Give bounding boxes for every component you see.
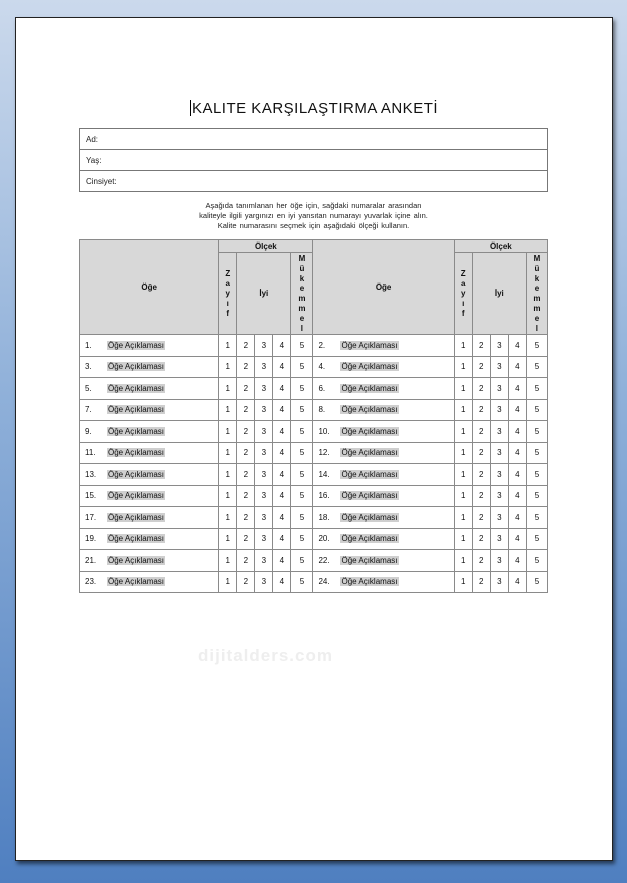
- rating-right-4[interactable]: 4: [508, 421, 526, 443]
- rating-right-4[interactable]: 4: [508, 507, 526, 529]
- table-row: [80, 528, 548, 550]
- rating-right-3[interactable]: 3: [490, 485, 508, 507]
- rating-left-5[interactable]: 5: [291, 442, 313, 464]
- item-cell-left: [80, 399, 219, 421]
- rating-left-5[interactable]: 5: [291, 507, 313, 529]
- rating-left-2[interactable]: 2: [237, 399, 255, 421]
- rating-left-2[interactable]: 2: [237, 550, 255, 572]
- rating-right-2[interactable]: 2: [472, 356, 490, 378]
- rating-right-4[interactable]: 4: [508, 550, 526, 572]
- rating-left-2[interactable]: 2: [237, 378, 255, 400]
- item-number: 11.: [85, 448, 96, 458]
- rating-left-3[interactable]: 3: [255, 571, 273, 593]
- rating-left-3[interactable]: 3: [255, 507, 273, 529]
- rating-right-4[interactable]: 4: [508, 528, 526, 550]
- item-cell-left: [80, 464, 219, 486]
- rating-left-2[interactable]: 2: [237, 335, 255, 357]
- rating-left-1[interactable]: 1: [219, 378, 237, 400]
- table-row: [80, 485, 548, 507]
- rating-right-1[interactable]: 1: [454, 378, 472, 400]
- item-description[interactable]: Öğe Açıklaması: [108, 362, 165, 372]
- item-description[interactable]: Öğe Açıklaması: [108, 534, 165, 544]
- item-number: 10.: [318, 426, 330, 436]
- rating-left-4[interactable]: 4: [273, 399, 291, 421]
- table-row: [80, 464, 548, 486]
- rating-right-3[interactable]: 3: [490, 528, 508, 550]
- rating-left-1[interactable]: 1: [219, 507, 237, 529]
- rating-right-5[interactable]: 5: [526, 421, 547, 443]
- table-row: [80, 399, 548, 421]
- item-number: 8.: [318, 405, 326, 415]
- item-cell-left: [80, 507, 219, 529]
- name-field[interactable]: Ad:: [80, 129, 548, 150]
- item-cell-left: [80, 335, 219, 357]
- item-description[interactable]: Öğe Açıklaması: [108, 448, 165, 458]
- instruction-line: Kalite numarasını seçmek için aşağıdaki ölçeği kullanın.: [217, 221, 410, 230]
- rating-left-1[interactable]: 1: [219, 528, 237, 550]
- rating-right-3[interactable]: 3: [490, 442, 508, 464]
- rating-right-5[interactable]: 5: [526, 571, 547, 593]
- rating-right-2[interactable]: 2: [472, 528, 490, 550]
- item-cell-right: [313, 378, 454, 400]
- item-cell-right: [313, 507, 454, 529]
- rating-right-2[interactable]: 2: [472, 571, 490, 593]
- item-description[interactable]: Öğe Açıklaması: [341, 491, 398, 501]
- item-number: 23.: [85, 577, 97, 587]
- excellent-header-left: [291, 253, 313, 335]
- item-description[interactable]: Öğe Açıklaması: [341, 448, 398, 458]
- rating-left-5[interactable]: 5: [291, 528, 313, 550]
- rating-left-2[interactable]: 2: [237, 507, 255, 529]
- gender-field[interactable]: Cinsiyet:: [80, 171, 548, 192]
- item-description[interactable]: Öğe Açıklaması: [108, 577, 165, 587]
- rating-right-3[interactable]: 3: [490, 571, 508, 593]
- table-row: [80, 571, 548, 593]
- age-field[interactable]: Yaş:: [80, 150, 548, 171]
- rating-left-5[interactable]: 5: [291, 550, 313, 572]
- rating-left-4[interactable]: 4: [273, 356, 291, 378]
- item-cell-left: [80, 356, 219, 378]
- rating-left-5[interactable]: 5: [291, 421, 313, 443]
- watermark: dijitalders.com: [198, 646, 333, 665]
- item-cell-right: [313, 442, 454, 464]
- item-description[interactable]: Öğe Açıklaması: [341, 362, 398, 372]
- rating-left-2[interactable]: 2: [237, 485, 255, 507]
- rating-left-3[interactable]: 3: [255, 335, 273, 357]
- item-cell-right: [313, 335, 454, 357]
- item-description[interactable]: Öğe Açıklaması: [341, 426, 398, 436]
- rating-left-1[interactable]: 1: [219, 550, 237, 572]
- item-cell-right: [313, 528, 454, 550]
- rating-left-5[interactable]: 5: [291, 335, 313, 357]
- weak-header-left: [219, 253, 237, 335]
- rating-right-1[interactable]: 1: [454, 335, 472, 357]
- instruction-line: kaliteyle ilgili yargınızı en iyi yansıtan numarayı yuvarlak içine alın.: [199, 211, 428, 220]
- rating-right-3[interactable]: 3: [490, 464, 508, 486]
- rating-left-3[interactable]: 3: [255, 356, 273, 378]
- item-cell-left: [80, 571, 219, 593]
- rating-left-1[interactable]: 1: [219, 399, 237, 421]
- item-cell-left: [80, 378, 219, 400]
- rating-right-1[interactable]: 1: [454, 399, 472, 421]
- good-header-left: İyi: [237, 253, 291, 335]
- item-cell-right: [313, 399, 454, 421]
- rating-left-5[interactable]: 5: [291, 464, 313, 486]
- rating-left-4[interactable]: 4: [273, 378, 291, 400]
- item-description[interactable]: Öğe Açıklaması: [108, 426, 165, 436]
- rating-right-5[interactable]: 5: [526, 507, 547, 529]
- item-description[interactable]: Öğe Açıklaması: [108, 383, 165, 393]
- rating-right-2[interactable]: 2: [472, 485, 490, 507]
- item-description[interactable]: Öğe Açıklaması: [341, 512, 398, 522]
- rating-right-4[interactable]: 4: [508, 399, 526, 421]
- rating-left-1[interactable]: 1: [219, 421, 237, 443]
- item-number: 14.: [318, 469, 330, 479]
- rating-right-3[interactable]: 3: [490, 356, 508, 378]
- item-number: 18.: [318, 512, 330, 522]
- item-number: 21.: [85, 555, 97, 565]
- item-cell-left: [80, 550, 219, 572]
- item-cell-left: [80, 485, 219, 507]
- instructions: [79, 201, 548, 231]
- table-row: [80, 378, 548, 400]
- text-cursor: [190, 100, 191, 116]
- item-number: 3.: [85, 362, 92, 372]
- rating-right-1[interactable]: 1: [454, 507, 472, 529]
- rating-left-3[interactable]: 3: [255, 378, 273, 400]
- rating-right-4[interactable]: 4: [508, 464, 526, 486]
- item-cell-left: [80, 442, 219, 464]
- rating-left-5[interactable]: 5: [291, 378, 313, 400]
- item-description[interactable]: Öğe Açıklaması: [341, 469, 398, 479]
- rating-right-2[interactable]: 2: [472, 507, 490, 529]
- rating-left-1[interactable]: 1: [219, 464, 237, 486]
- rating-right-4[interactable]: 4: [508, 356, 526, 378]
- rating-right-2[interactable]: 2: [472, 550, 490, 572]
- rating-right-1[interactable]: 1: [454, 550, 472, 572]
- table-row: [80, 550, 548, 572]
- rating-right-2[interactable]: 2: [472, 464, 490, 486]
- item-cell-left: [80, 528, 219, 550]
- item-description[interactable]: Öğe Açıklaması: [108, 340, 165, 350]
- rating-left-1[interactable]: 1: [219, 442, 237, 464]
- item-cell-right: [313, 485, 454, 507]
- rating-right-1[interactable]: 1: [454, 442, 472, 464]
- rating-left-4[interactable]: 4: [273, 442, 291, 464]
- rating-right-5[interactable]: 5: [526, 356, 547, 378]
- rating-left-5[interactable]: 5: [291, 485, 313, 507]
- rating-right-5[interactable]: 5: [526, 528, 547, 550]
- scale-header-right: Ölçek: [454, 240, 547, 253]
- table-row: [80, 442, 548, 464]
- item-header-left: Öğe: [80, 240, 219, 335]
- rating-left-1[interactable]: 1: [219, 356, 237, 378]
- rating-left-4[interactable]: 4: [273, 464, 291, 486]
- rating-left-4[interactable]: 4: [273, 421, 291, 443]
- rating-right-3[interactable]: 3: [490, 550, 508, 572]
- item-number: 13.: [85, 469, 97, 479]
- rating-right-4[interactable]: 4: [508, 571, 526, 593]
- item-description[interactable]: Öğe Açıklaması: [341, 534, 398, 544]
- rating-left-1[interactable]: 1: [219, 335, 237, 357]
- rating-left-4[interactable]: 4: [273, 485, 291, 507]
- rating-left-3[interactable]: 3: [255, 528, 273, 550]
- item-number: 1.: [85, 340, 92, 350]
- rating-right-4[interactable]: 4: [508, 335, 526, 357]
- rating-right-2[interactable]: 2: [472, 335, 490, 357]
- rating-right-4[interactable]: 4: [508, 485, 526, 507]
- rating-left-4[interactable]: 4: [273, 528, 291, 550]
- rating-right-1[interactable]: 1: [454, 464, 472, 486]
- good-header-right: İyi: [472, 253, 526, 335]
- weak-label: Z a y ı f: [225, 268, 231, 318]
- document-page[interactable]: [15, 17, 613, 861]
- rating-right-3[interactable]: 3: [490, 507, 508, 529]
- rating-left-4[interactable]: 4: [273, 571, 291, 593]
- item-number: 17.: [85, 512, 97, 522]
- item-cell-right: [313, 356, 454, 378]
- rating-left-2[interactable]: 2: [237, 421, 255, 443]
- rating-left-4[interactable]: 4: [273, 507, 291, 529]
- item-number: 9.: [85, 426, 92, 436]
- rating-right-3[interactable]: 3: [490, 399, 508, 421]
- item-number: 7.: [85, 405, 92, 415]
- rating-left-3[interactable]: 3: [255, 464, 273, 486]
- rating-right-5[interactable]: 5: [526, 550, 547, 572]
- item-number: 15.: [85, 491, 97, 501]
- item-number: 19.: [85, 534, 97, 544]
- rating-right-5[interactable]: 5: [526, 399, 547, 421]
- table-row: [80, 421, 548, 443]
- table-row: [80, 335, 548, 357]
- rating-left-5[interactable]: 5: [291, 356, 313, 378]
- rating-right-1[interactable]: 1: [454, 528, 472, 550]
- item-cell-right: [313, 571, 454, 593]
- rating-left-2[interactable]: 2: [237, 571, 255, 593]
- rating-right-2[interactable]: 2: [472, 442, 490, 464]
- rating-right-3[interactable]: 3: [490, 378, 508, 400]
- rating-left-2[interactable]: 2: [237, 442, 255, 464]
- item-description[interactable]: Öğe Açıklaması: [341, 383, 398, 393]
- item-cell-right: [313, 421, 454, 443]
- item-number: 5.: [85, 383, 92, 393]
- item-number: 20.: [318, 534, 330, 544]
- excellent-label: M ü k e m m e l: [298, 253, 306, 333]
- rating-left-3[interactable]: 3: [255, 399, 273, 421]
- item-number: 6.: [318, 383, 326, 393]
- rating-right-5[interactable]: 5: [526, 485, 547, 507]
- rating-right-5[interactable]: 5: [526, 335, 547, 357]
- item-description[interactable]: Öğe Açıklaması: [341, 405, 398, 415]
- rating-left-1[interactable]: 1: [219, 485, 237, 507]
- item-cell-right: [313, 464, 454, 486]
- item-cell-left: [80, 421, 219, 443]
- rating-right-2[interactable]: 2: [472, 378, 490, 400]
- weak-label: Z a y ı f: [460, 268, 466, 318]
- rating-left-4[interactable]: 4: [273, 335, 291, 357]
- rating-left-3[interactable]: 3: [255, 442, 273, 464]
- item-description[interactable]: Öğe Açıklaması: [341, 555, 398, 565]
- rating-right-5[interactable]: 5: [526, 464, 547, 486]
- item-cell-right: [313, 550, 454, 572]
- weak-header-right: [454, 253, 472, 335]
- item-number: 24.: [318, 577, 330, 587]
- item-description[interactable]: Öğe Açıklaması: [108, 512, 165, 522]
- rating-right-2[interactable]: 2: [472, 399, 490, 421]
- item-description[interactable]: Öğe Açıklaması: [108, 469, 165, 479]
- item-description[interactable]: Öğe Açıklaması: [341, 577, 398, 587]
- item-description[interactable]: Öğe Açıklaması: [341, 340, 398, 350]
- rating-right-3[interactable]: 3: [490, 335, 508, 357]
- rating-left-1[interactable]: 1: [219, 571, 237, 593]
- rating-left-3[interactable]: 3: [255, 485, 273, 507]
- rating-right-4[interactable]: 4: [508, 378, 526, 400]
- item-number: 4.: [318, 362, 326, 372]
- rating-right-1[interactable]: 1: [454, 356, 472, 378]
- item-number: 16.: [318, 491, 330, 501]
- rating-right-1[interactable]: 1: [454, 421, 472, 443]
- rating-right-4[interactable]: 4: [508, 442, 526, 464]
- document-title-wrap: [16, 100, 612, 117]
- rating-right-3[interactable]: 3: [490, 421, 508, 443]
- rating-left-2[interactable]: 2: [237, 356, 255, 378]
- document-title: KALITE KARŞILAŞTIRMA ANKETİ: [191, 100, 439, 117]
- rating-left-3[interactable]: 3: [255, 550, 273, 572]
- item-description[interactable]: Öğe Açıklaması: [108, 491, 165, 501]
- table-row: [80, 507, 548, 529]
- item-number: 2.: [318, 340, 326, 350]
- item-number: 22.: [318, 555, 330, 565]
- rating-left-5[interactable]: 5: [291, 571, 313, 593]
- item-number: 12.: [318, 448, 330, 458]
- rating-right-5[interactable]: 5: [526, 442, 547, 464]
- rating-right-1[interactable]: 1: [454, 485, 472, 507]
- rating-right-5[interactable]: 5: [526, 378, 547, 400]
- item-header-right: Öğe: [313, 240, 454, 335]
- instruction-line: Aşağıda tanımlanan her öğe için, sağdaki numaralar arasından: [205, 201, 422, 210]
- excellent-label: M ü k e m m e l: [533, 253, 541, 333]
- rating-left-2[interactable]: 2: [237, 464, 255, 486]
- excellent-header-right: [526, 253, 547, 335]
- rating-right-1[interactable]: 1: [454, 571, 472, 593]
- scale-header-left: Ölçek: [219, 240, 313, 253]
- respondent-info-table: [79, 128, 548, 192]
- rating-left-4[interactable]: 4: [273, 550, 291, 572]
- rating-left-2[interactable]: 2: [237, 528, 255, 550]
- table-row: [80, 356, 548, 378]
- item-description[interactable]: Öğe Açıklaması: [108, 405, 165, 415]
- survey-table: [79, 239, 548, 593]
- rating-left-3[interactable]: 3: [255, 421, 273, 443]
- item-description[interactable]: Öğe Açıklaması: [108, 555, 165, 565]
- rating-right-2[interactable]: 2: [472, 421, 490, 443]
- rating-left-5[interactable]: 5: [291, 399, 313, 421]
